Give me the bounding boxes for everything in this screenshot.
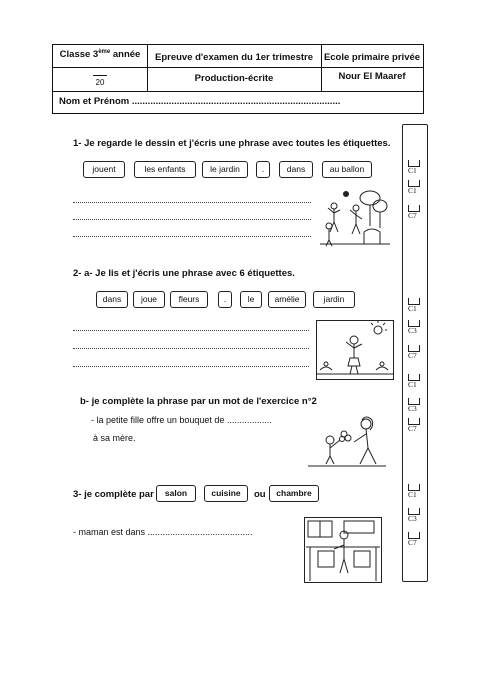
ex1-label-4[interactable]: .	[256, 161, 270, 178]
ex2b-line-2: à sa mère.	[93, 433, 136, 443]
criterion-c3-ex3[interactable]: C3	[408, 508, 426, 523]
criterion-c1b-ex1[interactable]: C1	[408, 180, 426, 195]
ex2a-answer-line-3[interactable]	[73, 366, 309, 367]
criterion-c7-ex2b[interactable]: C7	[408, 418, 426, 433]
ex2a-label-5[interactable]: le	[240, 291, 262, 308]
criterion-c7-ex2a[interactable]: C7	[408, 345, 426, 360]
ex2b-question: b- je complète la phrase par un mot de l'exercice n°2	[80, 396, 317, 407]
ex2a-label-4[interactable]: .	[218, 291, 232, 308]
class-label: Classe 3	[59, 49, 99, 61]
ex1-answer-line-3[interactable]	[73, 236, 311, 237]
bouquet-gift-illustration	[308, 414, 386, 472]
exam-title: Epreuve d'examen du 1er trimestre	[154, 52, 314, 63]
header-table	[52, 44, 424, 114]
ex2a-label-6[interactable]: amélie	[268, 291, 306, 308]
ex3-label-salon[interactable]: salon	[156, 485, 196, 502]
ex1-label-1[interactable]: jouent	[83, 161, 125, 178]
ex1-label-3[interactable]: le jardin	[202, 161, 248, 178]
criterion-c1-ex2a[interactable]: C1	[408, 298, 426, 313]
criterion-c3-ex2b[interactable]: C3	[408, 398, 426, 413]
ex3-answer-line[interactable]: - maman est dans ..........................................	[73, 527, 253, 537]
ex1-label-5[interactable]: dans	[279, 161, 313, 178]
ex3-question: 3- je complète par	[73, 489, 154, 500]
kitchen-illustration	[304, 517, 382, 583]
ex2a-label-2[interactable]: joue	[133, 291, 165, 308]
ex3-connector: ou	[254, 489, 266, 500]
class-sup: ème	[98, 49, 111, 55]
ex1-label-2[interactable]: les enfants	[134, 161, 196, 178]
children-playing-ball-illustration	[320, 186, 390, 248]
ex2a-label-7[interactable]: jardin	[313, 291, 355, 308]
criterion-c7-ex3[interactable]: C7	[408, 532, 426, 547]
ex3-label-chambre[interactable]: chambre	[269, 485, 319, 502]
criterion-c7-ex1[interactable]: C7	[408, 205, 426, 220]
ex1-question: 1- Je regarde le dessin et j'écris une phrase avec toutes les étiquettes.	[73, 138, 391, 149]
score-bar	[93, 75, 107, 76]
ex2b-line-1[interactable]: - la petite fille offre un bouquet de ..................	[91, 415, 272, 425]
ex1-answer-line-2[interactable]	[73, 219, 311, 220]
ex2a-answer-line-1[interactable]	[73, 330, 309, 331]
school-label: Ecole primaire privée	[323, 52, 421, 63]
ex2a-answer-line-2[interactable]	[73, 348, 309, 349]
criterion-c1-ex3[interactable]: C1	[408, 484, 426, 499]
class-suffix: année	[110, 49, 141, 61]
name-field[interactable]: Nom et Prénom ...............................................................................	[59, 96, 341, 107]
criterion-c1-ex1[interactable]: C1	[408, 160, 426, 175]
subject: Production-écrite	[194, 73, 274, 84]
criterion-c3-ex2a[interactable]: C3	[408, 320, 426, 335]
class-cell	[53, 49, 147, 60]
ex2a-label-3[interactable]: fleurs	[170, 291, 208, 308]
criterion-c1-ex2b[interactable]: C1	[408, 374, 426, 389]
ex2a-label-1[interactable]: dans	[96, 291, 128, 308]
ex1-answer-line-1[interactable]	[73, 202, 311, 203]
ex1-label-6[interactable]: au ballon	[322, 161, 372, 178]
ex2a-question: 2- a- Je lis et j'écris une phrase avec 6 étiquettes.	[73, 268, 295, 279]
ex3-label-cuisine[interactable]: cuisine	[204, 485, 248, 502]
school-name: Nour El Maaref	[338, 71, 406, 82]
score-over: 20	[95, 78, 105, 87]
girl-in-garden-illustration	[316, 320, 394, 380]
